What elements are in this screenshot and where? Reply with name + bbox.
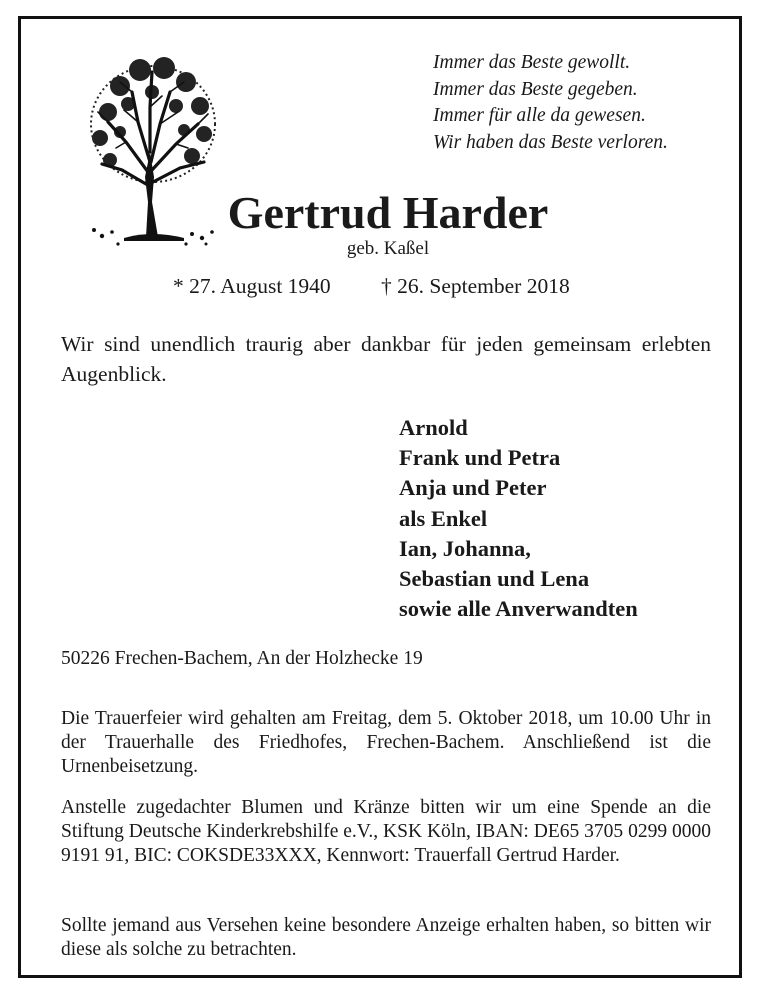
family-member: sowie alle Anverwandten bbox=[399, 596, 638, 622]
family-member: Anja und Peter bbox=[399, 475, 547, 501]
poem-line: Immer für alle da gewesen. bbox=[433, 105, 646, 126]
poem-line: Immer das Beste gewollt. bbox=[433, 52, 631, 73]
funeral-info: Die Trauerfeier wird gehalten am Freitag, dem 5. Oktober 2018, um 10.00 Uhr in der Trauerhalle des Friedhofes, Frechen-Bachem. Anschließend ist die Urnenbeisetzung. bbox=[61, 708, 711, 777]
family-member: Arnold bbox=[399, 415, 468, 440]
birth-date: * 27. August 1940 bbox=[173, 274, 331, 298]
intro-text: Wir sind unendlich traurig aber dankbar für jeden gemeinsam erlebten Augenblick. bbox=[61, 332, 711, 386]
deceased-name: Gertrud Harder bbox=[227, 187, 549, 238]
family-member: Ian, Johanna, bbox=[399, 535, 531, 561]
birth-name: geb. Kaßel bbox=[346, 238, 430, 259]
poem-line: Wir haben das Beste verloren. bbox=[433, 131, 668, 153]
family-list bbox=[399, 413, 638, 624]
poem bbox=[433, 50, 668, 156]
death-date: † 26. September 2018 bbox=[381, 274, 570, 298]
poem-line: Immer das Beste gegeben. bbox=[433, 78, 638, 100]
family-member: als Enkel bbox=[399, 505, 488, 531]
donation-info: Anstelle zugedachter Blumen und Kränze bitten wir um eine Spende an die Stiftung Deutsche Kinderkrebshilfe e.V., KSK Köln, IBAN: DE65 3705 0299 0000 9191 91, BIC: COKSDE33XXX, Kennwort: Trauerfall Gertrud Harder. bbox=[61, 797, 711, 866]
family-member: Frank und Petra bbox=[399, 445, 561, 471]
family-member: Sebastian und Lena bbox=[399, 566, 590, 592]
tree-icon bbox=[88, 52, 218, 247]
closing-note: Sollte jemand aus Versehen keine besondere Anzeige erhalten haben, so bitten wir diese als solche zu betrachten. bbox=[61, 915, 711, 960]
address: 50226 Frechen-Bachem, An der Holzhecke 19 bbox=[61, 648, 423, 669]
